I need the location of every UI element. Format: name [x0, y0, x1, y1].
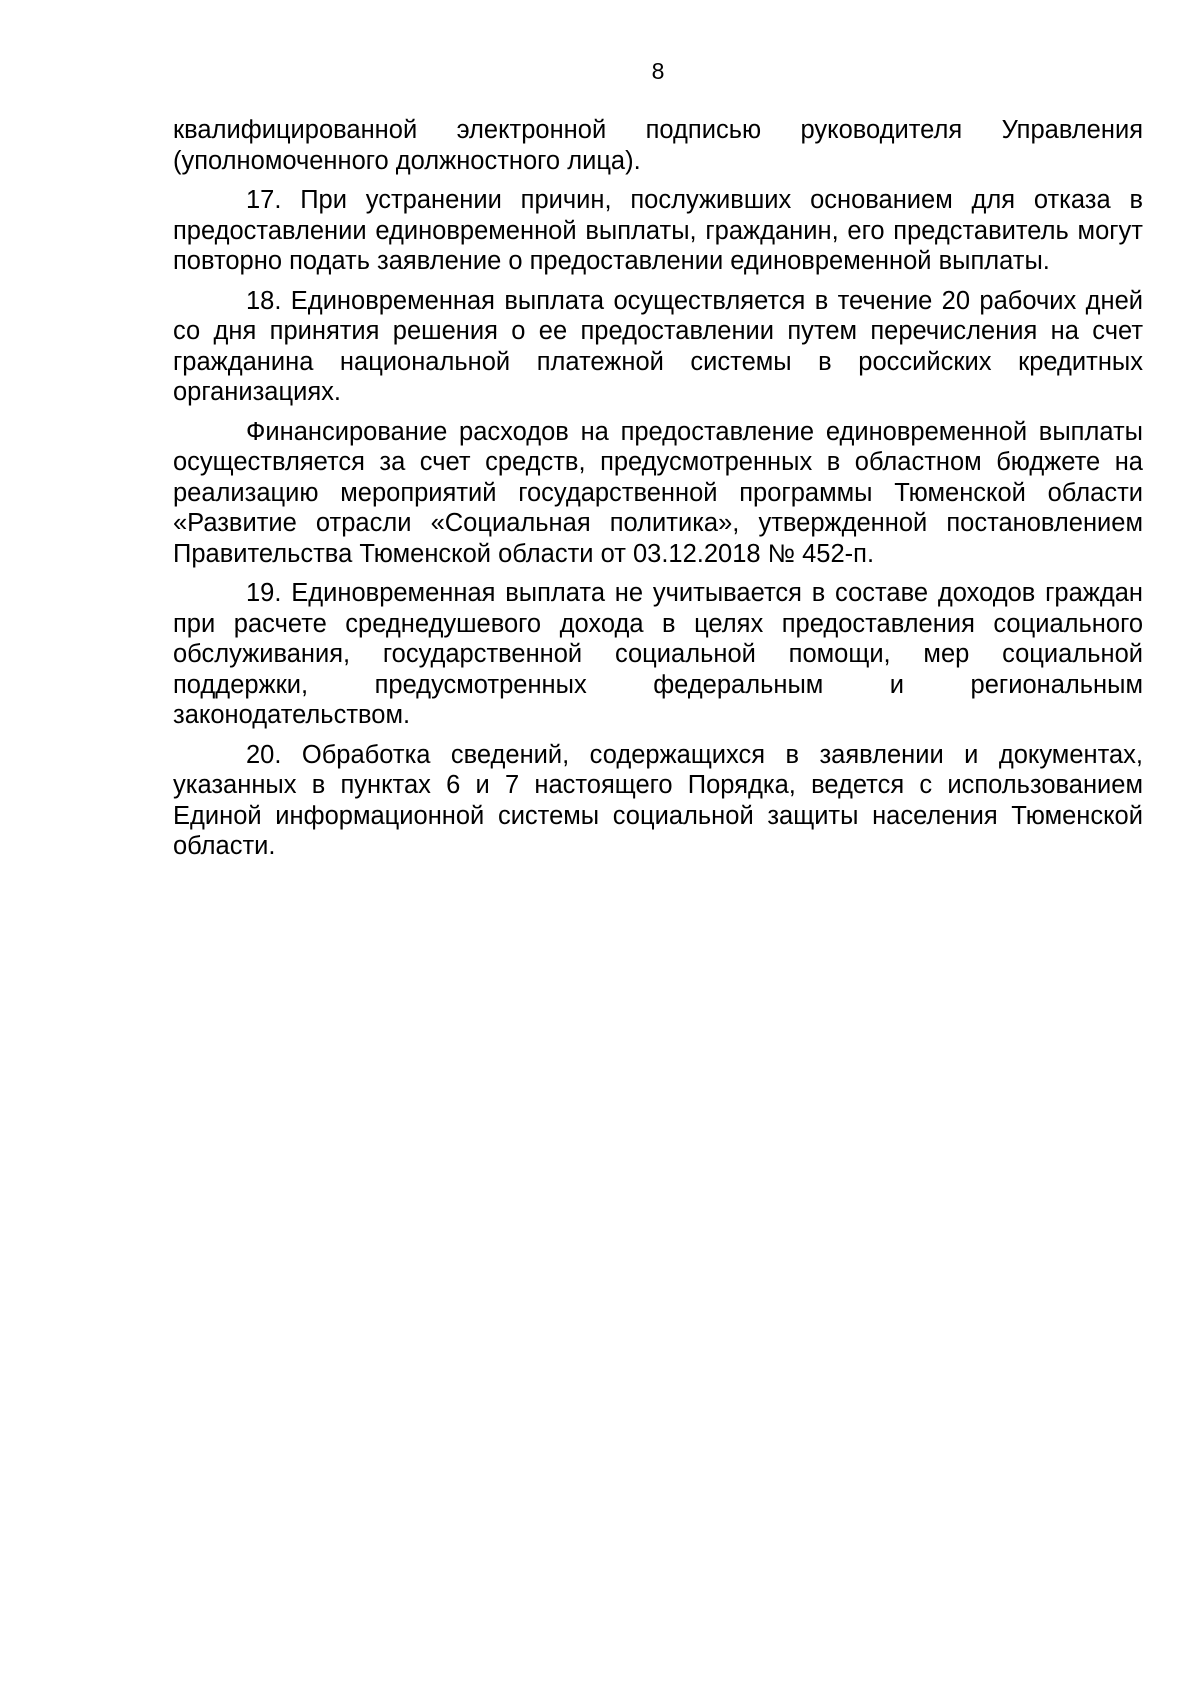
paragraph-20: 20. Обработка сведений, содержащихся в заявлении и документах, указанных в пунктах 6 и 7 настоящего Порядка, ведется с использованием Единой информационной системы социальной защиты населения Тюменской области.: [173, 740, 1143, 860]
paragraph-continuation: квалифицированной электронной подписью руководителя Управления (уполномоченного должностного лица).: [173, 116, 1143, 175]
paragraph-17: 17. При устранении причин, послуживших основанием для отказа в предоставлении единовременной выплаты, гражданин, его представитель могут повторно подать заявление о предоставлении единовременной выплаты.: [173, 186, 1143, 275]
page-number: 8: [651, 58, 665, 84]
paragraph-financing: Финансирование расходов на предоставление единовременной выплаты осуществляется за счет средств, предусмотренных в областном бюджете на реализацию мероприятий государственной программы Тюменской области «Развитие отрасли «Социальная политика», утвержденной постановлением Правительства Тюменской области от 03.12.2018 № 452-п.: [173, 417, 1143, 568]
document-body: [173, 115, 1143, 871]
paragraph-18: 18. Единовременная выплата осуществляется в течение 20 рабочих дней со дня принятия решения о ее предоставлении путем перечисления на счет гражданина национальной платежной системы в российских кредитных организациях.: [173, 286, 1143, 406]
paragraph-19: 19. Единовременная выплата не учитывается в составе доходов граждан при расчете среднедушевого дохода в целях предоставления социального обслуживания, государственной социальной помощи, мер социальной поддержки, предусмотренных федеральным и региональным законодательством.: [173, 579, 1143, 729]
